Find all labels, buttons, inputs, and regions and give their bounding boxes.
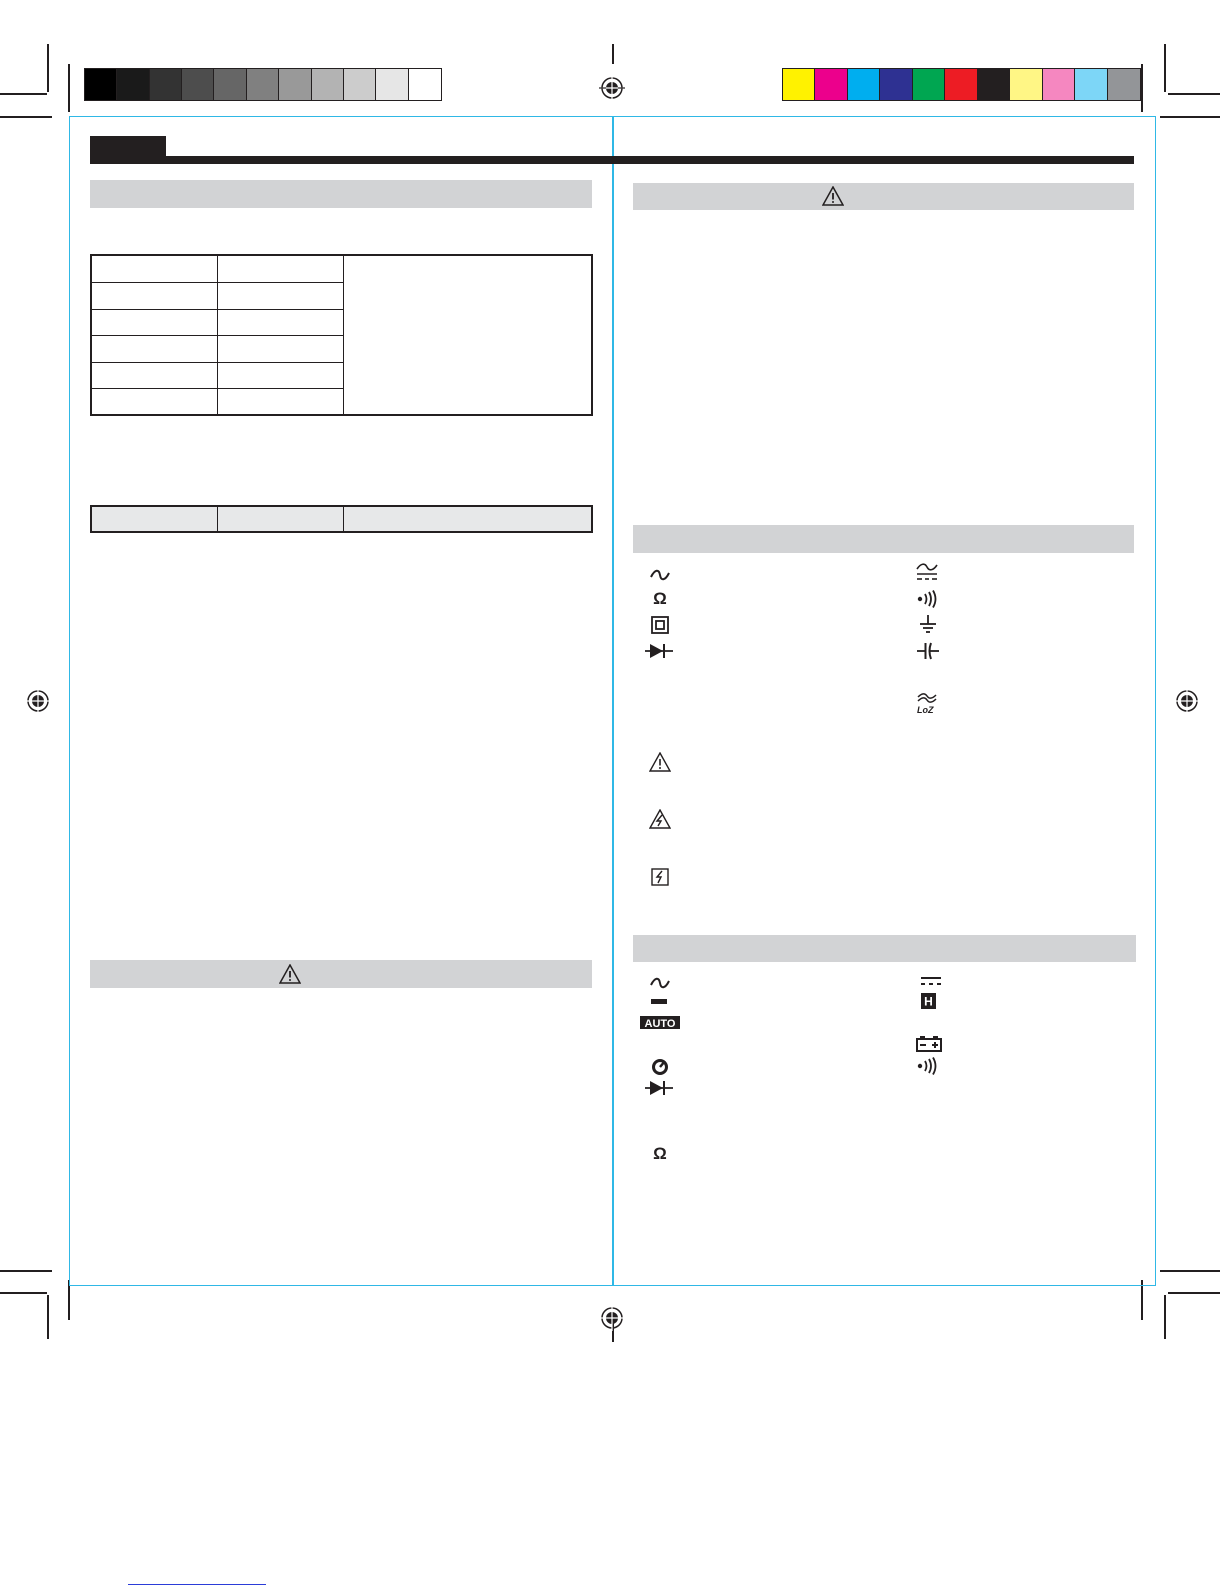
color-swatch xyxy=(117,69,149,100)
header-rule xyxy=(90,156,1134,164)
color-swatch xyxy=(312,69,344,100)
ohm-icon: Ω xyxy=(653,1144,667,1163)
minus-sign-icon xyxy=(651,999,667,1004)
table-cell xyxy=(92,507,218,531)
svg-text:LoZ: LoZ xyxy=(917,705,934,715)
high-voltage-warning-icon xyxy=(649,809,671,829)
svg-text:AUTO: AUTO xyxy=(644,1018,676,1029)
table-cell xyxy=(218,389,344,414)
table-cell xyxy=(218,310,344,336)
ac-tilde-icon xyxy=(649,976,671,990)
warning-triangle-icon xyxy=(649,752,671,772)
color-swatch xyxy=(945,69,977,100)
table-cell xyxy=(218,507,344,531)
table-cell xyxy=(92,336,218,363)
loz-icon xyxy=(915,693,939,715)
crop-mark xyxy=(1141,1280,1143,1320)
table-cell xyxy=(92,283,218,310)
crop-mark xyxy=(47,1295,49,1339)
auto-power-off-icon xyxy=(651,1058,669,1076)
crop-mark xyxy=(1168,93,1220,95)
table-cell xyxy=(218,336,344,363)
continuity-buzzer-icon xyxy=(917,590,939,608)
warning-triangle-icon xyxy=(822,186,844,206)
color-swatch xyxy=(85,69,117,100)
registration-target-icon xyxy=(25,688,51,714)
color-swatch xyxy=(1043,69,1075,100)
battery-low-icon xyxy=(916,1036,942,1052)
color-swatch xyxy=(344,69,376,100)
crop-mark xyxy=(0,93,47,95)
crop-mark xyxy=(1160,116,1220,118)
registration-target-icon xyxy=(599,1305,625,1331)
grayscale-color-bar xyxy=(84,68,442,101)
color-swatch xyxy=(182,69,214,100)
color-swatch xyxy=(279,69,311,100)
crop-mark xyxy=(612,44,614,64)
color-swatch xyxy=(913,69,945,100)
color-swatch xyxy=(247,69,279,100)
spec-table xyxy=(90,254,593,416)
capacitor-icon xyxy=(917,642,939,660)
color-swatch xyxy=(880,69,912,100)
process-color-bar xyxy=(782,68,1141,101)
double-insulation-icon xyxy=(651,616,669,634)
crop-mark xyxy=(47,44,49,92)
diode-icon xyxy=(645,1080,673,1096)
diode-icon xyxy=(645,643,673,659)
color-swatch xyxy=(978,69,1010,100)
warning-section-band xyxy=(90,960,592,988)
table-cell xyxy=(218,283,344,310)
electrical-symbols-band xyxy=(633,525,1134,553)
ac-dc-icon xyxy=(915,563,939,583)
continuity-buzzer-icon xyxy=(917,1057,939,1075)
crop-mark xyxy=(68,64,70,112)
crop-mark xyxy=(1164,44,1166,92)
crop-mark xyxy=(1164,1295,1166,1339)
ground-icon xyxy=(918,615,938,635)
table-cell xyxy=(92,310,218,336)
color-swatch xyxy=(848,69,880,100)
table-cell xyxy=(92,363,218,389)
color-swatch xyxy=(1010,69,1042,100)
crop-mark xyxy=(0,1292,47,1294)
crop-mark xyxy=(68,1280,70,1320)
crop-mark xyxy=(1168,1292,1220,1294)
color-swatch xyxy=(1075,69,1107,100)
warning-triangle-icon xyxy=(279,964,301,984)
ac-tilde-icon xyxy=(649,568,671,582)
ohm-icon: Ω xyxy=(653,589,667,608)
color-swatch xyxy=(815,69,847,100)
color-swatch xyxy=(783,69,815,100)
hold-icon xyxy=(921,993,936,1009)
color-swatch xyxy=(409,69,441,100)
table-cell xyxy=(218,363,344,389)
color-swatch xyxy=(150,69,182,100)
section-header-band xyxy=(90,180,592,208)
shock-hazard-box-icon xyxy=(651,868,669,886)
registration-target-icon xyxy=(599,75,625,101)
header-table xyxy=(90,505,593,533)
svg-text:H: H xyxy=(924,994,933,1009)
crop-mark xyxy=(1141,64,1143,112)
color-swatch xyxy=(376,69,408,100)
right-page-frame xyxy=(612,116,1156,1286)
crop-mark xyxy=(0,1270,52,1272)
table-cell xyxy=(92,389,218,414)
table-cell xyxy=(218,256,344,283)
color-swatch xyxy=(214,69,246,100)
table-cell xyxy=(92,256,218,283)
display-symbols-band xyxy=(633,935,1136,962)
dc-icon xyxy=(920,976,942,986)
crop-mark xyxy=(0,116,52,118)
crop-mark xyxy=(1160,1270,1220,1272)
warning-section-band xyxy=(633,183,1134,210)
color-swatch xyxy=(1108,69,1140,100)
auto-range-icon xyxy=(640,1016,680,1029)
registration-target-icon xyxy=(1174,688,1200,714)
